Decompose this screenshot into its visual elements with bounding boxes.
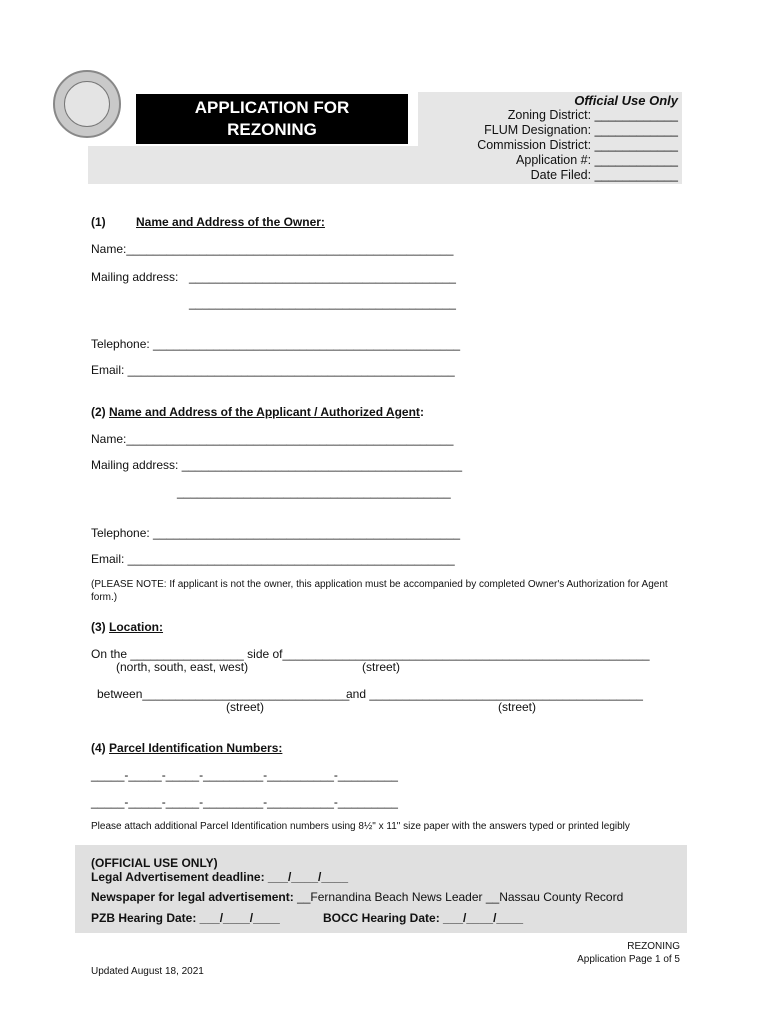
owner-telephone-field[interactable]: Telephone: ______________________________________________ — [91, 337, 461, 351]
footer-doc-name: REZONING — [627, 941, 680, 952]
section3-heading: Location: — [109, 620, 164, 634]
agent-email-field[interactable]: Email: _________________________________________________ — [91, 552, 455, 566]
title-line-1: APPLICATION FOR — [194, 98, 350, 117]
application-number-field: Application #: ____________ — [516, 153, 678, 167]
section2-colon: : — [419, 405, 424, 419]
section3-header — [91, 620, 163, 634]
owner-mailing-label: Mailing address: — [91, 270, 179, 284]
street-caption-1: (street) — [362, 660, 401, 674]
agent-telephone-field[interactable]: Telephone: ______________________________________________ — [91, 526, 461, 540]
official-use-only-label: (OFFICIAL USE ONLY) — [91, 856, 218, 870]
page-title — [136, 94, 408, 144]
agent-name-field[interactable]: Name:_________________________________________________ — [91, 432, 454, 446]
header-band — [88, 146, 418, 184]
bocc-hearing-date: BOCC Hearing Date: ___/____/____ — [323, 911, 524, 925]
section4-heading: Parcel Identification Numbers: — [109, 741, 283, 755]
parcel-attach-note: Please attach additional Parcel Identification numbers using 8½" x 11" size paper with the answers typed or printed legibly — [91, 821, 630, 832]
section2-header — [91, 405, 424, 419]
owner-mailing-line1[interactable]: ________________________________________ — [189, 270, 456, 284]
newspaper-line — [91, 890, 623, 904]
street-caption-3: (street) — [498, 700, 537, 714]
section1-heading: Name and Address of the Owner: — [136, 215, 325, 229]
agent-mailing-field[interactable]: Mailing address: __________________________________________ — [91, 458, 463, 472]
pzb-hearing-date: PZB Hearing Date: ___/____/____ — [91, 911, 280, 925]
county-seal — [53, 70, 121, 138]
owner-name-field[interactable]: Name:_________________________________________________ — [91, 242, 454, 256]
footer-page-number: Application Page 1 of 5 — [577, 954, 680, 965]
agent-mailing-line2[interactable]: _________________________________________ — [177, 485, 451, 499]
commission-district-field: Commission District: ____________ — [477, 138, 678, 152]
owner-mailing-line2[interactable]: ________________________________________ — [189, 296, 456, 310]
flum-designation-field: FLUM Designation: ____________ — [484, 123, 678, 137]
zoning-district-field: Zoning District: ____________ — [507, 108, 678, 122]
agent-note-line1: (PLEASE NOTE: If applicant is not the owner, this application must be accompanied by completed Owner's Authorization for Agent — [91, 579, 668, 590]
title-line-2: REZONING — [227, 120, 317, 139]
newspaper-options: __Fernandina Beach News Leader __Nassau County Record — [293, 890, 624, 904]
owner-email-field[interactable]: Email: _________________________________________________ — [91, 363, 455, 377]
between-street-field[interactable]: between_______________________________ — [97, 687, 350, 701]
section2-number: (2) — [91, 405, 106, 419]
direction-caption: (north, south, east, west) — [116, 660, 249, 674]
section3-number: (3) — [91, 620, 106, 634]
footer-updated-date: Updated August 18, 2021 — [91, 966, 204, 977]
section4-header — [91, 741, 282, 755]
street-caption-2: (street) — [226, 700, 265, 714]
newspaper-label: Newspaper for legal advertisement: — [91, 890, 294, 904]
date-filed-field: Date Filed: ____________ — [530, 168, 678, 182]
official-use-box — [418, 92, 682, 184]
parcel-id-field-2[interactable]: _____-_____-_____-_________-__________-_________ — [91, 795, 398, 809]
agent-note-line2: form.) — [91, 592, 118, 603]
seal-emblem — [64, 81, 110, 127]
official-use-heading: Official Use Only — [574, 93, 678, 108]
location-line[interactable]: On the _________________ side of_______________________________________________________ — [91, 647, 650, 661]
section2-heading: Name and Address of the Applicant / Authorized Agent — [109, 405, 420, 419]
section4-number: (4) — [91, 741, 106, 755]
section1-number: (1) — [91, 215, 106, 229]
legal-ad-deadline: Legal Advertisement deadline: ___/____/____ — [91, 870, 349, 884]
and-street-field[interactable]: and _________________________________________ — [346, 687, 643, 701]
parcel-id-field-1[interactable]: _____-_____-_____-_________-__________-_________ — [91, 768, 398, 782]
